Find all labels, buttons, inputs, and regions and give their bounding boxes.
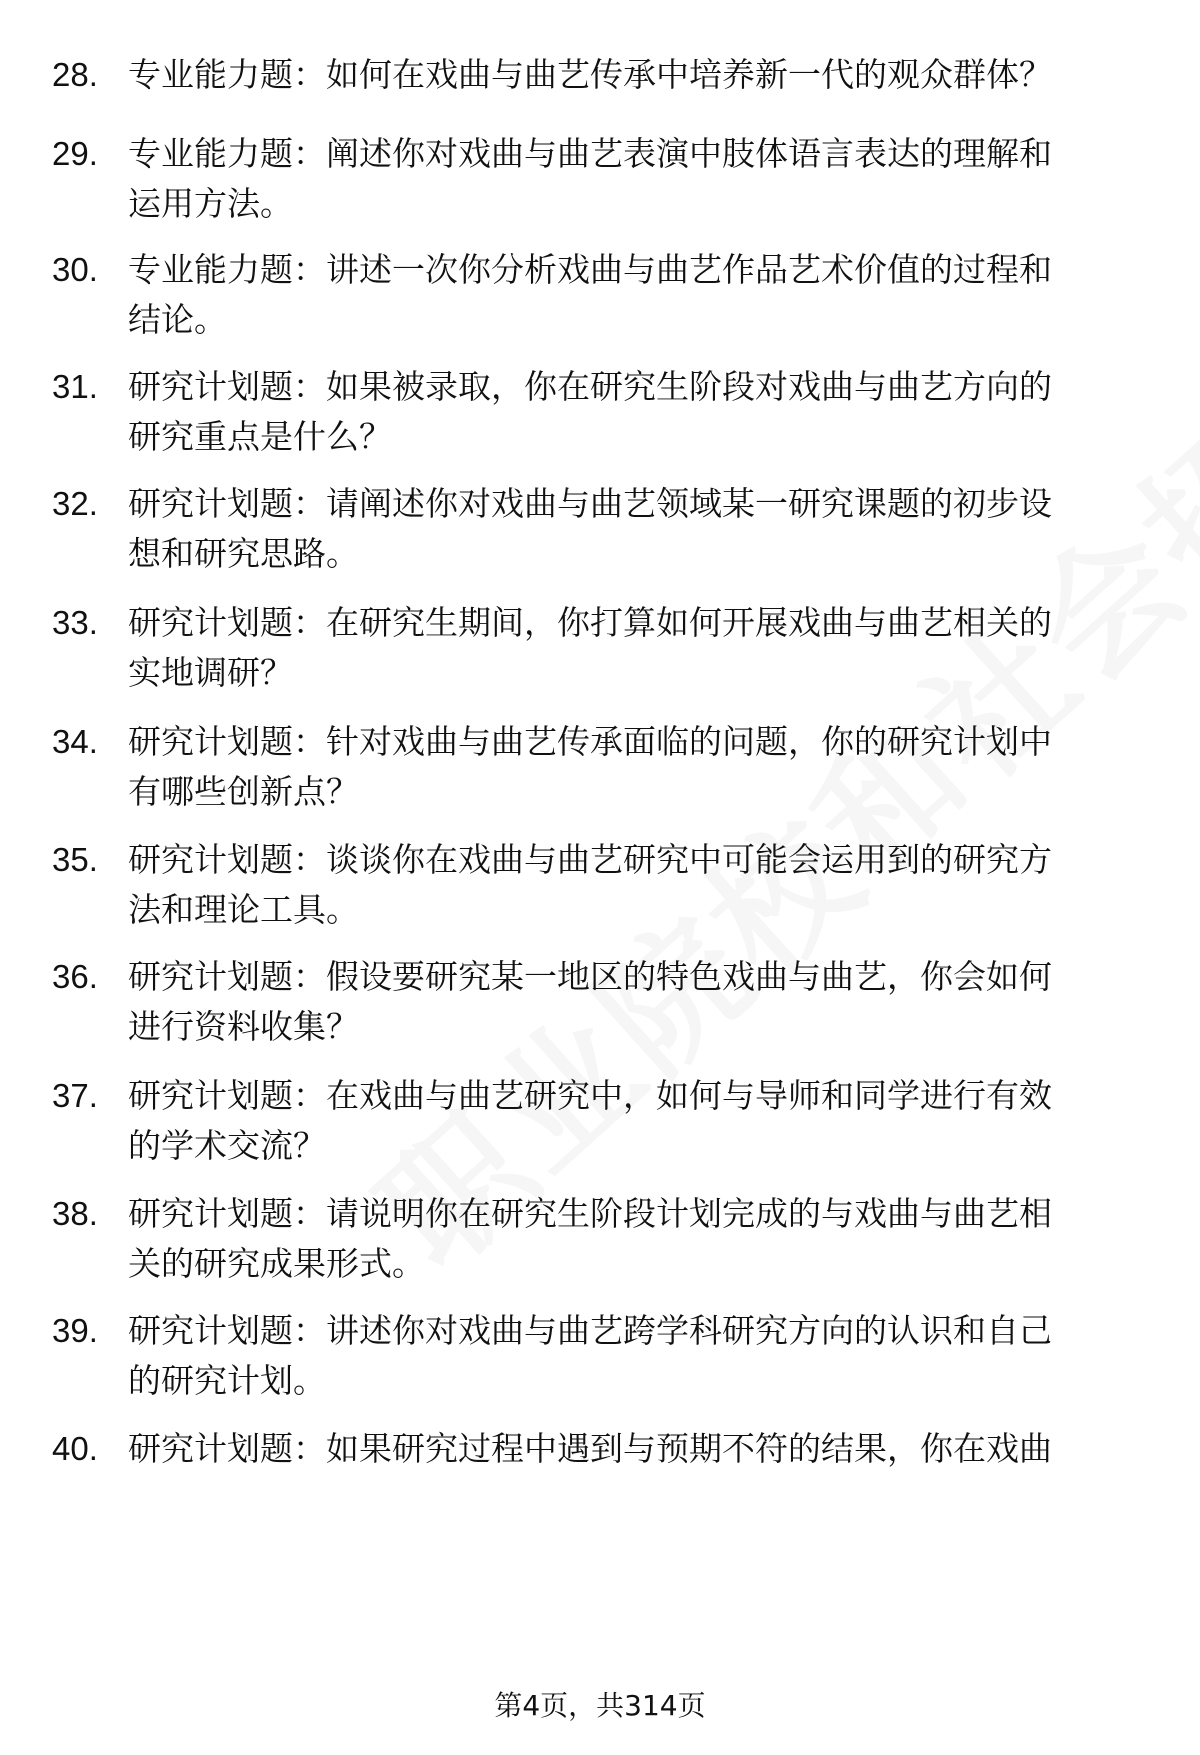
question-line: 专业能力题：如何在戏曲与曲艺传承中培养新一代的观众群体？ bbox=[128, 55, 1052, 94]
page-footer: 第4页，共314页 bbox=[494, 1689, 706, 1722]
question-number: 40. bbox=[52, 1430, 98, 1467]
question-line: 运用方法。 bbox=[128, 184, 293, 223]
question-line: 想和研究思路。 bbox=[128, 534, 359, 573]
question-line: 有哪些创新点？ bbox=[128, 772, 359, 811]
question-text bbox=[128, 50, 1138, 100]
question-text bbox=[128, 952, 1138, 1052]
question-number: 29. bbox=[52, 135, 98, 172]
question-number: 36. bbox=[52, 958, 98, 995]
question-text bbox=[128, 129, 1138, 229]
question-line: 研究计划题：在研究生期间，你打算如何开展戏曲与曲艺相关的 bbox=[128, 603, 1052, 642]
question-text bbox=[128, 835, 1138, 935]
question-text bbox=[128, 717, 1138, 817]
question-text bbox=[128, 362, 1138, 462]
question-line: 专业能力题：阐述你对戏曲与曲艺表演中肢体语言表达的理解和 bbox=[128, 134, 1052, 173]
question-line: 进行资料收集？ bbox=[128, 1007, 359, 1046]
question-number: 39. bbox=[52, 1312, 98, 1349]
question-text bbox=[128, 1424, 1138, 1474]
question-line: 关的研究成果形式。 bbox=[128, 1244, 425, 1283]
question-line: 研究计划题：如果被录取，你在研究生阶段对戏曲与曲艺方向的 bbox=[128, 367, 1052, 406]
question-number: 37. bbox=[52, 1077, 98, 1114]
question-line: 研究重点是什么？ bbox=[128, 417, 392, 456]
question-line: 专业能力题：讲述一次你分析戏曲与曲艺作品艺术价值的过程和 bbox=[128, 250, 1052, 289]
question-number: 32. bbox=[52, 485, 98, 522]
question-line: 实地调研？ bbox=[128, 653, 293, 692]
question-text bbox=[128, 1071, 1138, 1171]
question-line: 研究计划题：谈谈你在戏曲与曲艺研究中可能会运用到的研究方 bbox=[128, 840, 1052, 879]
question-line: 研究计划题：针对戏曲与曲艺传承面临的问题，你的研究计划中 bbox=[128, 722, 1052, 761]
question-text bbox=[128, 245, 1138, 345]
question-line: 研究计划题：请说明你在研究生阶段计划完成的与戏曲与曲艺相 bbox=[128, 1194, 1052, 1233]
question-text bbox=[128, 1306, 1138, 1406]
question-number: 30. bbox=[52, 251, 98, 288]
question-line: 结论。 bbox=[128, 300, 227, 339]
question-line: 研究计划题：在戏曲与曲艺研究中，如何与导师和同学进行有效 bbox=[128, 1076, 1052, 1115]
question-number: 28. bbox=[52, 56, 98, 93]
question-number: 38. bbox=[52, 1195, 98, 1232]
question-line: 的学术交流？ bbox=[128, 1126, 326, 1165]
question-text bbox=[128, 1189, 1138, 1289]
question-line: 法和理论工具。 bbox=[128, 890, 359, 929]
question-text bbox=[128, 598, 1138, 698]
question-number: 34. bbox=[52, 723, 98, 760]
question-line: 研究计划题：讲述你对戏曲与曲艺跨学科研究方向的认识和自己 bbox=[128, 1311, 1052, 1350]
question-line: 研究计划题：假设要研究某一地区的特色戏曲与曲艺，你会如何 bbox=[128, 957, 1052, 996]
question-line: 的研究计划。 bbox=[128, 1361, 326, 1400]
question-number: 33. bbox=[52, 604, 98, 641]
question-number: 31. bbox=[52, 368, 98, 405]
question-line: 研究计划题：如果研究过程中遇到与预期不符的结果，你在戏曲 bbox=[128, 1429, 1052, 1468]
question-text bbox=[128, 479, 1138, 579]
question-number: 35. bbox=[52, 841, 98, 878]
question-line: 研究计划题：请阐述你对戏曲与曲艺领域某一研究课题的初步设 bbox=[128, 484, 1052, 523]
